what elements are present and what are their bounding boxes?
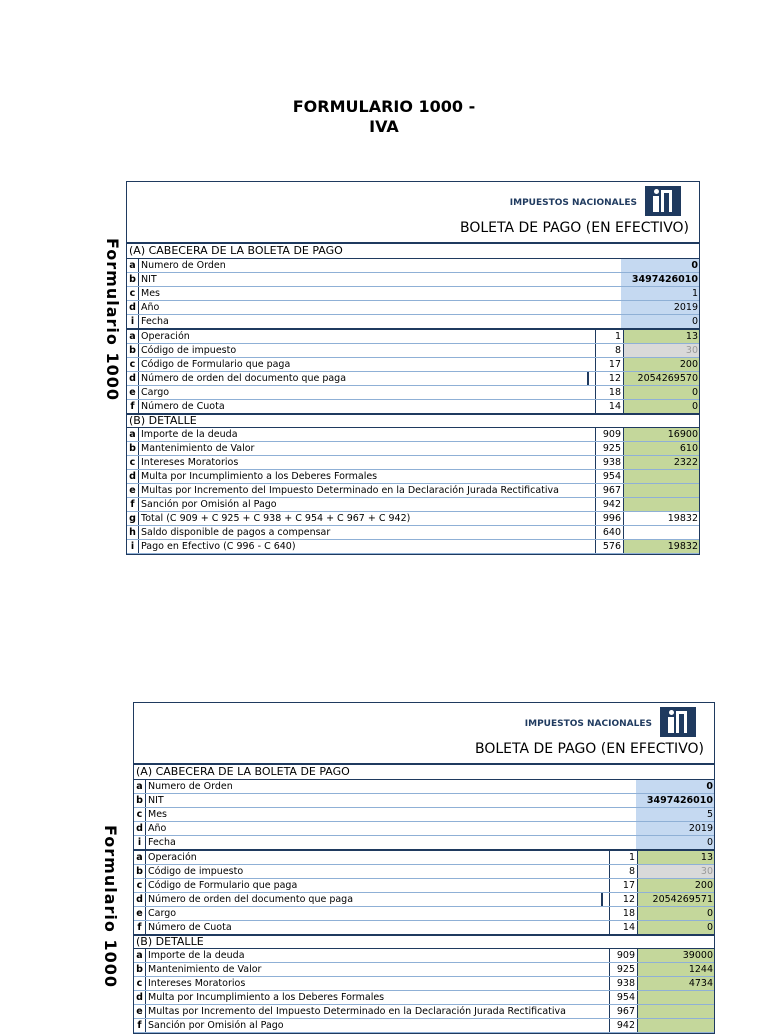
row-letter: f [127,400,139,413]
operation-row [134,865,714,879]
impuestos-logo-icon [660,707,696,737]
row-code: 1 [595,330,624,343]
row-label: Número de orden del documento que paga [141,373,347,384]
boleta-title: BOLETA DE PAGO (EN EFECTIVO) [474,741,704,757]
section-b-title: (B) DETALLE [134,936,714,949]
row-code: 14 [595,400,624,413]
row-value[interactable] [624,498,699,511]
row-value[interactable]: 1244 [638,963,714,976]
form-header [134,703,714,765]
row-value[interactable]: 30 [624,344,699,357]
row-code: 909 [595,428,624,441]
operation-row [134,851,714,865]
section-a-title: (A) CABECERA DE LA BOLETA DE PAGO [127,244,699,259]
row-value[interactable]: 3497426010 [636,794,714,807]
row-letter: i [127,315,139,328]
row-value[interactable]: 3497426010 [621,273,699,286]
row-label: NIT [141,274,157,285]
header-row [127,301,699,315]
row-label: Código de impuesto [148,866,244,877]
operation-row [127,386,699,400]
row-label: Operación [148,852,197,863]
row-letter: e [134,1005,146,1018]
row-value[interactable]: 0 [636,780,714,793]
row-value[interactable] [638,991,714,1004]
operation-row [127,372,699,386]
row-code: 14 [609,921,638,934]
row-label: Cargo [148,908,177,919]
row-letter: d [127,301,139,314]
row-code-marker [587,372,589,385]
row-value[interactable]: 16900 [624,428,699,441]
row-value[interactable]: 19832 [624,540,699,553]
row-code: 996 [595,512,624,525]
row-value[interactable]: 2322 [624,456,699,469]
row-letter: d [127,470,139,483]
row-label: Mes [141,288,160,299]
row-letter: f [134,1019,146,1032]
row-letter: c [134,879,146,892]
row-value[interactable] [624,470,699,483]
row-letter: b [127,442,139,455]
row-code: 938 [595,456,624,469]
row-label: Multa por Incumplimiento a los Deberes Formales [141,471,378,482]
row-letter: c [127,358,139,371]
row-value[interactable]: 200 [638,879,714,892]
row-label: Saldo disponible de pagos a compensar [141,527,331,538]
row-code-marker [601,893,603,906]
logo-text: IMPUESTOS NACIONALES [509,198,637,208]
row-value[interactable] [638,1005,714,1018]
row-code: 18 [609,907,638,920]
row-label: Mes [148,809,167,820]
row-letter: i [127,540,139,553]
row-label: Pago en Efectivo (C 996 - C 640) [141,541,296,552]
detail-row [127,456,699,470]
operation-row [127,358,699,372]
header-row [127,315,699,330]
row-code: 576 [595,540,624,553]
row-label: Número de Cuota [148,922,232,933]
row-label: Intereses Moratorios [141,457,239,468]
row-letter: b [134,963,146,976]
row-value[interactable]: 0 [624,386,699,399]
logo-text: IMPUESTOS NACIONALES [524,719,652,729]
section-a-title: (A) CABECERA DE LA BOLETA DE PAGO [134,765,714,780]
row-code: 954 [595,470,624,483]
row-letter: d [127,372,139,385]
detail-row [127,442,699,456]
row-value[interactable] [624,484,699,497]
row-value[interactable]: 13 [638,851,714,864]
form-header [127,182,699,244]
row-label: Numero de Orden [141,260,226,271]
row-value[interactable]: 19832 [667,513,698,524]
detail-row [127,512,699,526]
row-label: Código de Formulario que paga [141,359,291,370]
row-letter: e [127,484,139,497]
row-label: Multas por Incremento del Impuesto Determinado en la Declaración Jurada Rectificativa [148,1006,566,1017]
row-label: Año [141,302,160,313]
row-code: 909 [609,949,638,962]
row-code: 12 [609,893,638,906]
row-label: Código de Formulario que paga [148,880,298,891]
row-letter: f [134,921,146,934]
row-label: Multa por Incumplimiento a los Deberes Formales [148,992,385,1003]
row-label: Total (C 909 + C 925 + C 938 + C 954 + C 967 + C 942) [141,513,411,524]
row-letter: b [134,865,146,878]
row-label: Sanción por Omisión al Pago [148,1020,284,1031]
row-letter: b [134,794,146,807]
row-value[interactable]: 1 [621,287,699,300]
detail-row [127,484,699,498]
header-row [134,794,714,808]
operation-row [127,344,699,358]
row-letter: i [134,836,146,849]
row-code: 17 [609,879,638,892]
document-title-line1: FORMULARIO 1000 - [292,97,476,116]
detail-row [134,1019,714,1033]
detail-row [134,963,714,977]
boleta-title: BOLETA DE PAGO (EN EFECTIVO) [459,220,689,236]
row-value[interactable]: 4734 [638,977,714,990]
row-letter: e [127,386,139,399]
section-b-title: (B) DETALLE [127,415,699,428]
row-value[interactable]: 200 [624,358,699,371]
row-letter: c [127,287,139,300]
row-code: 942 [595,498,624,511]
row-value[interactable]: 0 [636,836,714,849]
detail-row [127,540,699,554]
row-label: Operación [141,331,190,342]
header-row [127,273,699,287]
row-label: Mantenimiento de Valor [141,443,255,454]
header-row [134,822,714,836]
row-code: 954 [609,991,638,1004]
row-letter: a [134,949,146,962]
row-letter: d [134,822,146,835]
row-code: 938 [609,977,638,990]
row-code: 18 [595,386,624,399]
row-value[interactable]: 2054269570 [624,372,699,385]
row-value[interactable]: 0 [621,315,699,328]
row-code: 925 [595,442,624,455]
row-code: 8 [609,865,638,878]
row-label: Importe de la deuda [141,429,238,440]
operation-row [127,400,699,415]
header-row [134,836,714,851]
detail-row [127,498,699,512]
row-value[interactable]: 5 [636,808,714,821]
header-row [127,259,699,273]
row-letter: g [127,512,139,525]
detail-row [127,526,699,540]
row-label: Código de impuesto [141,345,237,356]
row-value[interactable] [638,1019,714,1032]
row-label: Año [148,823,167,834]
detail-row [134,977,714,991]
row-label: Sanción por Omisión al Pago [141,499,277,510]
form-side-label: Formulario 1000 [101,825,120,988]
operation-row [134,921,714,936]
row-letter: c [127,456,139,469]
impuestos-logo-icon [645,186,681,216]
operation-row [127,330,699,344]
row-letter: f [127,498,139,511]
header-row [134,780,714,794]
row-value[interactable]: 0 [624,400,699,413]
row-code: 17 [595,358,624,371]
row-letter: d [134,991,146,1004]
row-label: Fecha [148,837,176,848]
row-letter: d [134,893,146,906]
row-code: 967 [609,1005,638,1018]
row-value[interactable]: 2019 [636,822,714,835]
row-label: Cargo [141,387,170,398]
row-value[interactable]: 0 [638,907,714,920]
payment-form [126,181,700,555]
row-letter: a [127,259,139,272]
detail-row [134,991,714,1005]
row-letter: h [127,526,139,539]
row-code: 925 [609,963,638,976]
row-code: 8 [595,344,624,357]
row-letter: a [134,780,146,793]
operation-row [134,879,714,893]
row-code: 12 [595,372,624,385]
row-label: Mantenimiento de Valor [148,964,262,975]
form-side-label: Formulario 1000 [103,238,122,401]
row-code: 967 [595,484,624,497]
row-value[interactable]: 30 [638,865,714,878]
row-label: Importe de la deuda [148,950,245,961]
row-label: Número de Cuota [141,401,225,412]
header-row [134,808,714,822]
row-value[interactable] [624,526,699,539]
header-row [127,287,699,301]
operation-row [134,907,714,921]
payment-form [133,702,715,1034]
row-letter: c [134,808,146,821]
row-letter: c [134,977,146,990]
row-code: 1 [609,851,638,864]
row-value[interactable]: 610 [624,442,699,455]
document-title [0,97,768,137]
row-letter: e [134,907,146,920]
row-letter: a [127,330,139,343]
row-value[interactable]: 0 [638,921,714,934]
row-value[interactable]: 39000 [638,949,714,962]
operation-row [134,893,714,907]
detail-row [127,428,699,442]
row-value[interactable]: 2019 [621,301,699,314]
row-letter: b [127,344,139,357]
row-label: Fecha [141,316,169,327]
row-value[interactable]: 0 [621,259,699,272]
row-value[interactable]: 2054269571 [638,893,714,906]
detail-row [134,1005,714,1019]
detail-row [134,949,714,963]
row-letter: a [134,851,146,864]
row-label: Multas por Incremento del Impuesto Determinado en la Declaración Jurada Rectificativa [141,485,559,496]
document-title-line2: IVA [369,117,399,136]
row-label: Numero de Orden [148,781,233,792]
row-code: 640 [595,526,624,539]
row-letter: b [127,273,139,286]
row-label: Intereses Moratorios [148,978,246,989]
row-label: Número de orden del documento que paga [148,894,354,905]
row-value[interactable]: 13 [624,330,699,343]
detail-row [127,470,699,484]
row-code: 942 [609,1019,638,1032]
row-letter: a [127,428,139,441]
row-label: NIT [148,795,164,806]
